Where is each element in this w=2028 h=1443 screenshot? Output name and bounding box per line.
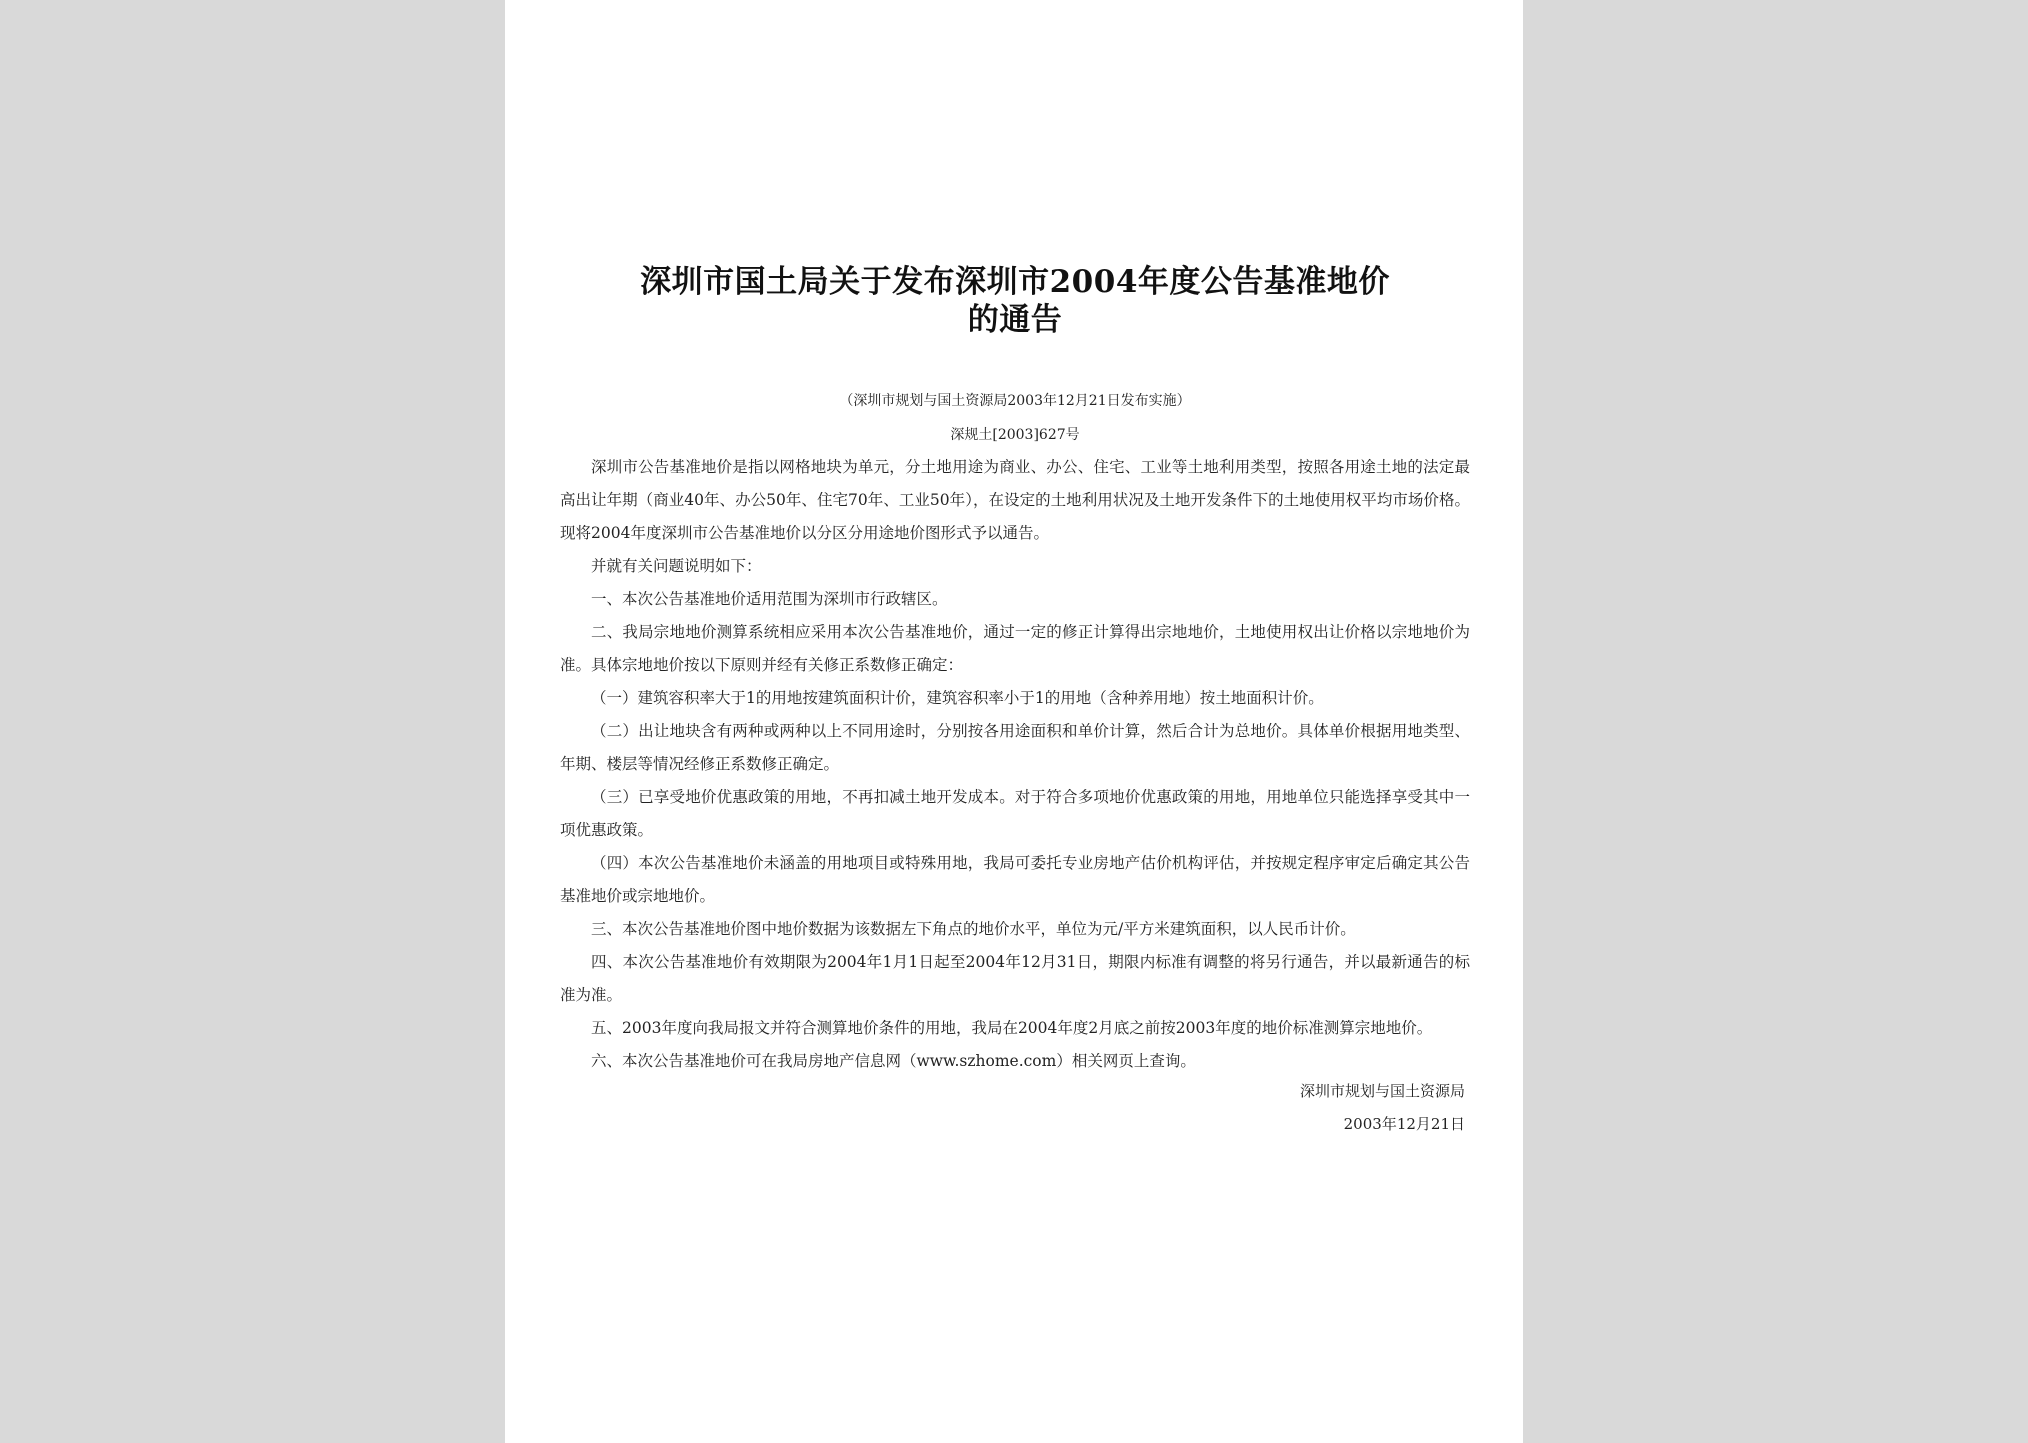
document-body [560, 451, 1470, 1078]
title-line-1: 深圳市国土局关于发布深圳市2004年度公告基准地价 [640, 264, 1390, 300]
paragraph-subitem-1: （一）建筑容积率大于1的用地按建筑面积计价，建筑容积率小于1的用地（含种养用地）按土地面积计价。 [591, 689, 1324, 707]
paragraph-item-3: 三、本次公告基准地价图中地价数据为该数据左下角点的地价水平，单位为元/平方米建筑面积，以人民币计价。 [591, 920, 1356, 938]
document-page [505, 0, 1523, 1443]
title-line-2: 的通告 [967, 302, 1063, 338]
document-title [565, 263, 1465, 339]
paragraph-explanation: 并就有关问题说明如下： [591, 557, 762, 575]
source-note: （深圳市规划与国土资源局2003年12月21日发布实施） [839, 393, 1191, 409]
paragraph-subitem-3: （三）已享受地价优惠政策的用地，不再扣减土地开发成本。对于符合多项地价优惠政策的用地，用地单位只能选择享受其中一项优惠政策。 [560, 788, 1470, 839]
paragraph-item-2: 二、我局宗地地价测算系统相应采用本次公告基准地价，通过一定的修正计算得出宗地地价，土地使用权出让价格以宗地地价为准。具体宗地地价按以下原则并经有关修正系数修正确定： [560, 623, 1470, 674]
document-number: 深规土[2003]627号 [950, 427, 1080, 443]
paragraph-item-5: 五、2003年度向我局报文并符合测算地价条件的用地，我局在2004年度2月底之前按2003年度的地价标准测算宗地地价。 [591, 1019, 1433, 1037]
paragraph-item-6: 六、本次公告基准地价可在我局房地产信息网（www.szhome.com）相关网页上查询。 [591, 1052, 1196, 1070]
paragraph-item-4: 四、本次公告基准地价有效期限为2004年1月1日起至2004年12月31日，期限内标准有调整的将另行通告，并以最新通告的标准为准。 [560, 953, 1470, 1004]
paragraph-item-1: 一、本次公告基准地价适用范围为深圳市行政辖区。 [591, 590, 948, 608]
signature-organization: 深圳市规划与国土资源局 [1299, 1082, 1465, 1100]
paragraph-subitem-2: （二）出让地块含有两种或两种以上不同用途时，分别按各用途面积和单价计算，然后合计为总地价。具体单价根据用地类型、年期、楼层等情况经修正系数修正确定。 [560, 722, 1470, 773]
paragraph-subitem-4: （四）本次公告基准地价未涵盖的用地项目或特殊用地，我局可委托专业房地产估价机构评估，并按规定程序审定后确定其公告基准地价或宗地地价。 [560, 854, 1470, 905]
signature-date: 2003年12月21日 [1343, 1115, 1465, 1133]
paragraph-intro: 深圳市公告基准地价是指以网格地块为单元，分土地用途为商业、办公、住宅、工业等土地利用类型，按照各用途土地的法定最高出让年期（商业40年、办公50年、住宅70年、工业50年），在设定的土地利用状况及土地开发条件下的土地使用权平均市场价格。现将2004年度深圳市公告基准地价以分区分用途地价图形式予以通告。 [560, 458, 1470, 542]
